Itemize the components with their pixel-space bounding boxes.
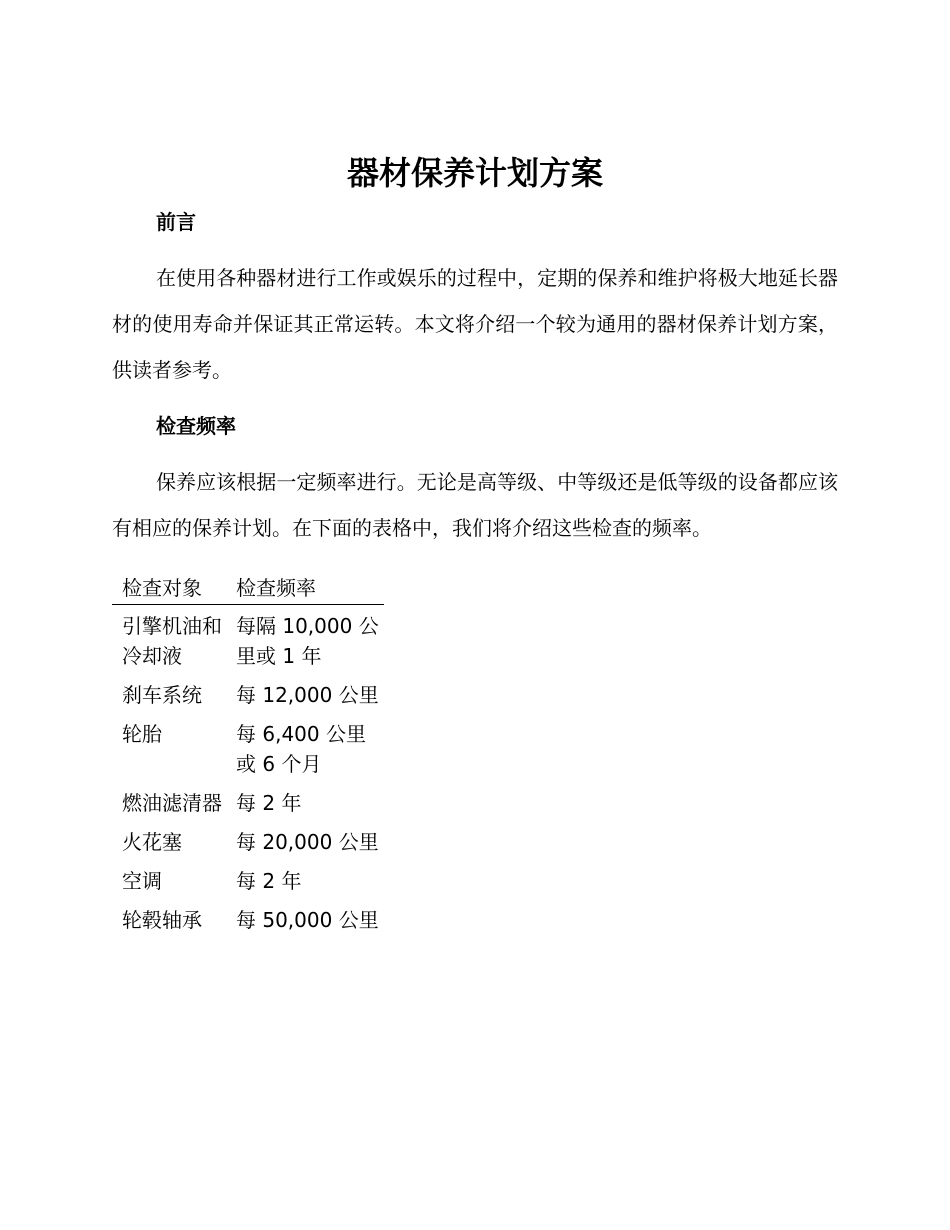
table-row: [112, 860, 384, 899]
table-cell-frequency: 每 2 年: [236, 791, 302, 815]
table-cell-item: 轮胎: [122, 722, 162, 746]
table-cell-item: 火花塞: [122, 830, 182, 854]
table-row: [112, 605, 384, 675]
table-header-row: [112, 572, 384, 605]
table-cell-item: 轮毂轴承: [122, 908, 202, 932]
table-cell-frequency: 每 20,000 公里: [236, 830, 379, 854]
table-cell-frequency: 每隔 10,000 公里或 1 年: [236, 614, 379, 668]
table-cell-frequency: 每 6,400 公里或 6 个月: [236, 722, 366, 776]
section-paragraph-frequency: 保养应该根据一定频率进行。无论是高等级、中等级还是低等级的设备都应该有相应的保养计划。在下面的表格中，我们将介绍这些检查的频率。: [112, 470, 838, 540]
section-heading-frequency: 检查频率: [156, 414, 236, 438]
table-cell-item: 引擎机油和冷却液: [122, 614, 222, 668]
table-row: [112, 821, 384, 860]
table-row: [112, 899, 384, 938]
table-header-item: 检查对象: [112, 572, 226, 605]
section-paragraph-preface: 在使用各种器材进行工作或娱乐的过程中，定期的保养和维护将极大地延长器材的使用寿命并保证其正常运转。本文将介绍一个较为通用的器材保养计划方案，供读者参考。: [112, 266, 838, 382]
document-title: 器材保养计划方案: [346, 154, 603, 192]
table-row: [112, 674, 384, 713]
table-row: [112, 713, 384, 782]
table-cell-frequency: 每 12,000 公里: [236, 683, 379, 707]
table-cell-frequency: 每 2 年: [236, 869, 302, 893]
section-heading-preface: 前言: [156, 210, 196, 234]
table-header-frequency: 检查频率: [226, 572, 384, 605]
table-cell-item: 刹车系统: [122, 683, 202, 707]
table-cell-frequency: 每 50,000 公里: [236, 908, 379, 932]
table-cell-item: 空调: [122, 869, 162, 893]
inspection-frequency-table: [112, 572, 384, 938]
table-row: [112, 782, 384, 821]
table-cell-item: 燃油滤清器: [122, 791, 222, 815]
